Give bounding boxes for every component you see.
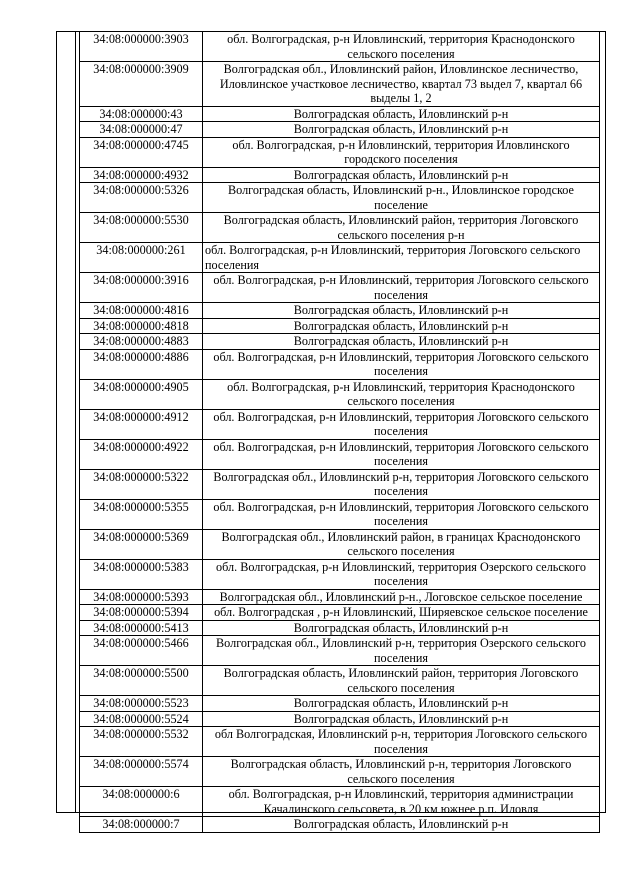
- table-row: [80, 605, 600, 621]
- cadastral-number-cell: 34:08:000000:6: [80, 787, 203, 817]
- address-cell: обл. Волгоградская, р-н Иловлинский, территория Озерского сельского поселения: [203, 559, 600, 589]
- address-cell: Волгоградская обл., Иловлинский р-н, территория Логовского сельского поселения: [203, 469, 600, 499]
- cadastral-number-cell: 34:08:000000:4818: [80, 318, 203, 334]
- table-row: [80, 711, 600, 727]
- table-row: [80, 817, 600, 833]
- cadastral-number-cell: 34:08:000000:5326: [80, 183, 203, 213]
- address-cell: обл. Волгоградская, р-н Иловлинский, территория Краснодонского сельского поселения: [203, 32, 600, 62]
- cadastral-number-cell: 34:08:000000:5523: [80, 696, 203, 712]
- address-cell: Волгоградская область, Иловлинский р-н, территория Логовского сельского поселения: [203, 757, 600, 787]
- address-cell: Волгоградская обл., Иловлинский р-н, территория Озерского сельского поселения: [203, 636, 600, 666]
- table-row: [80, 137, 600, 167]
- address-cell: обл. Волгоградская, р-н Иловлинский, территория Логовского сельского поселения: [203, 439, 600, 469]
- cadastral-number-cell: 34:08:000000:4922: [80, 439, 203, 469]
- table-row: [80, 409, 600, 439]
- address-cell: Волгоградская область, Иловлинский р-н: [203, 696, 600, 712]
- address-cell: обл. Волгоградская, р-н Иловлинский, территория Логовского сельского поселения: [203, 273, 600, 303]
- cadastral-number-cell: 34:08:000000:4745: [80, 137, 203, 167]
- table-row: [80, 243, 600, 273]
- address-cell: Волгоградская область, Иловлинский р-н: [203, 122, 600, 138]
- cadastral-number-cell: 34:08:000000:4932: [80, 167, 203, 183]
- table-row: [80, 213, 600, 243]
- cadastral-number-cell: 34:08:000000:3903: [80, 32, 203, 62]
- table-row: [80, 32, 600, 62]
- table-row: [80, 318, 600, 334]
- cadastral-number-cell: 34:08:000000:5322: [80, 469, 203, 499]
- table-row: [80, 62, 600, 107]
- address-cell: Волгоградская область, Иловлинский р-н., Иловлинское городское поселение: [203, 183, 600, 213]
- address-cell: Волгоградская область, Иловлинский р-н: [203, 620, 600, 636]
- table-row: [80, 666, 600, 696]
- address-cell: обл. Волгоградская, р-н Иловлинский, территория Краснодонского сельского поселения: [203, 379, 600, 409]
- cadastral-number-cell: 34:08:000000:43: [80, 106, 203, 122]
- cadastral-number-cell: 34:08:000000:4912: [80, 409, 203, 439]
- cadastral-number-cell: 34:08:000000:5530: [80, 213, 203, 243]
- address-cell: Волгоградская область, Иловлинский р-н: [203, 106, 600, 122]
- address-cell: Волгоградская область, Иловлинский район, территория Логовского сельского поселения р-н: [203, 213, 600, 243]
- cadastral-number-cell: 34:08:000000:5369: [80, 529, 203, 559]
- left-gutter-column: [56, 31, 76, 813]
- cadastral-number-cell: 34:08:000000:4883: [80, 334, 203, 350]
- address-cell: Волгоградская область, Иловлинский р-н: [203, 303, 600, 319]
- cadastral-number-cell: 34:08:000000:7: [80, 817, 203, 833]
- cadastral-number-cell: 34:08:000000:261: [80, 243, 203, 273]
- table-row: [80, 787, 600, 817]
- table-row: [80, 106, 600, 122]
- cadastral-number-cell: 34:08:000000:47: [80, 122, 203, 138]
- table-row: [80, 349, 600, 379]
- address-cell: Волгоградская обл., Иловлинский район, в границах Краснодонского сельского поселения: [203, 529, 600, 559]
- table-row: [80, 696, 600, 712]
- address-cell: обл. Волгоградская, р-н Иловлинский, территория Логовского сельского поселения: [203, 243, 600, 273]
- table-row: [80, 469, 600, 499]
- table-row: [80, 183, 600, 213]
- cadastral-number-cell: 34:08:000000:4905: [80, 379, 203, 409]
- cadastral-number-cell: 34:08:000000:5393: [80, 589, 203, 605]
- cadastral-number-cell: 34:08:000000:5394: [80, 605, 203, 621]
- table-row: [80, 167, 600, 183]
- cadastral-table: [79, 31, 600, 833]
- table-row: [80, 727, 600, 757]
- address-cell: Волгоградская область, Иловлинский р-н: [203, 167, 600, 183]
- table-row: [80, 499, 600, 529]
- address-cell: Волгоградская область, Иловлинский р-н: [203, 334, 600, 350]
- cadastral-number-cell: 34:08:000000:5355: [80, 499, 203, 529]
- table-row: [80, 636, 600, 666]
- table-row: [80, 620, 600, 636]
- cadastral-number-cell: 34:08:000000:5532: [80, 727, 203, 757]
- address-cell: Волгоградская обл., Иловлинский район, Иловлинское лесничество, Иловлинское участковое лесничество, квартал 73 выдел 7, квартал 66 выделы 1, 2: [203, 62, 600, 107]
- cadastral-number-cell: 34:08:000000:4816: [80, 303, 203, 319]
- address-cell: Волгоградская область, Иловлинский р-н: [203, 318, 600, 334]
- table-row: [80, 559, 600, 589]
- cadastral-number-cell: 34:08:000000:3909: [80, 62, 203, 107]
- table-row: [80, 334, 600, 350]
- address-cell: обл. Волгоградская, р-н Иловлинский, территория Логовского сельского поселения: [203, 349, 600, 379]
- table-row: [80, 757, 600, 787]
- table-row: [80, 122, 600, 138]
- cadastral-number-cell: 34:08:000000:5383: [80, 559, 203, 589]
- address-cell: обл. Волгоградская, р-н Иловлинский, территория администрации Качалинского сельсовета, в 20 км южнее р.п. Иловля: [203, 787, 600, 817]
- cadastral-number-cell: 34:08:000000:5500: [80, 666, 203, 696]
- table-row: [80, 273, 600, 303]
- address-cell: Волгоградская область, Иловлинский район, территория Логовского сельского поселения: [203, 666, 600, 696]
- table-row: [80, 379, 600, 409]
- address-cell: Волгоградская область, Иловлинский р-н: [203, 711, 600, 727]
- address-cell: обл. Волгоградская, р-н Иловлинский, территория Логовского сельского поселения: [203, 409, 600, 439]
- cadastral-number-cell: 34:08:000000:3916: [80, 273, 203, 303]
- address-cell: Волгоградская область, Иловлинский р-н: [203, 817, 600, 833]
- address-cell: Волгоградская обл., Иловлинский р-н., Логовское сельское поселение: [203, 589, 600, 605]
- table-row: [80, 303, 600, 319]
- table-row: [80, 439, 600, 469]
- cadastral-table-body: [80, 32, 600, 833]
- cadastral-number-cell: 34:08:000000:5524: [80, 711, 203, 727]
- cadastral-number-cell: 34:08:000000:4886: [80, 349, 203, 379]
- table-row: [80, 529, 600, 559]
- cadastral-number-cell: 34:08:000000:5413: [80, 620, 203, 636]
- address-cell: обл. Волгоградская, р-н Иловлинский, территория Логовского сельского поселения: [203, 499, 600, 529]
- cadastral-number-cell: 34:08:000000:5574: [80, 757, 203, 787]
- address-cell: обл. Волгоградская, р-н Иловлинский, территория Иловлинского городского поселения: [203, 137, 600, 167]
- table-row: [80, 589, 600, 605]
- address-cell: обл. Волгоградская , р-н Иловлинский, Ширяевское сельское поселение: [203, 605, 600, 621]
- cadastral-number-cell: 34:08:000000:5466: [80, 636, 203, 666]
- address-cell: обл Волгоградская, Иловлинский р-н, территория Логовского сельского поселения: [203, 727, 600, 757]
